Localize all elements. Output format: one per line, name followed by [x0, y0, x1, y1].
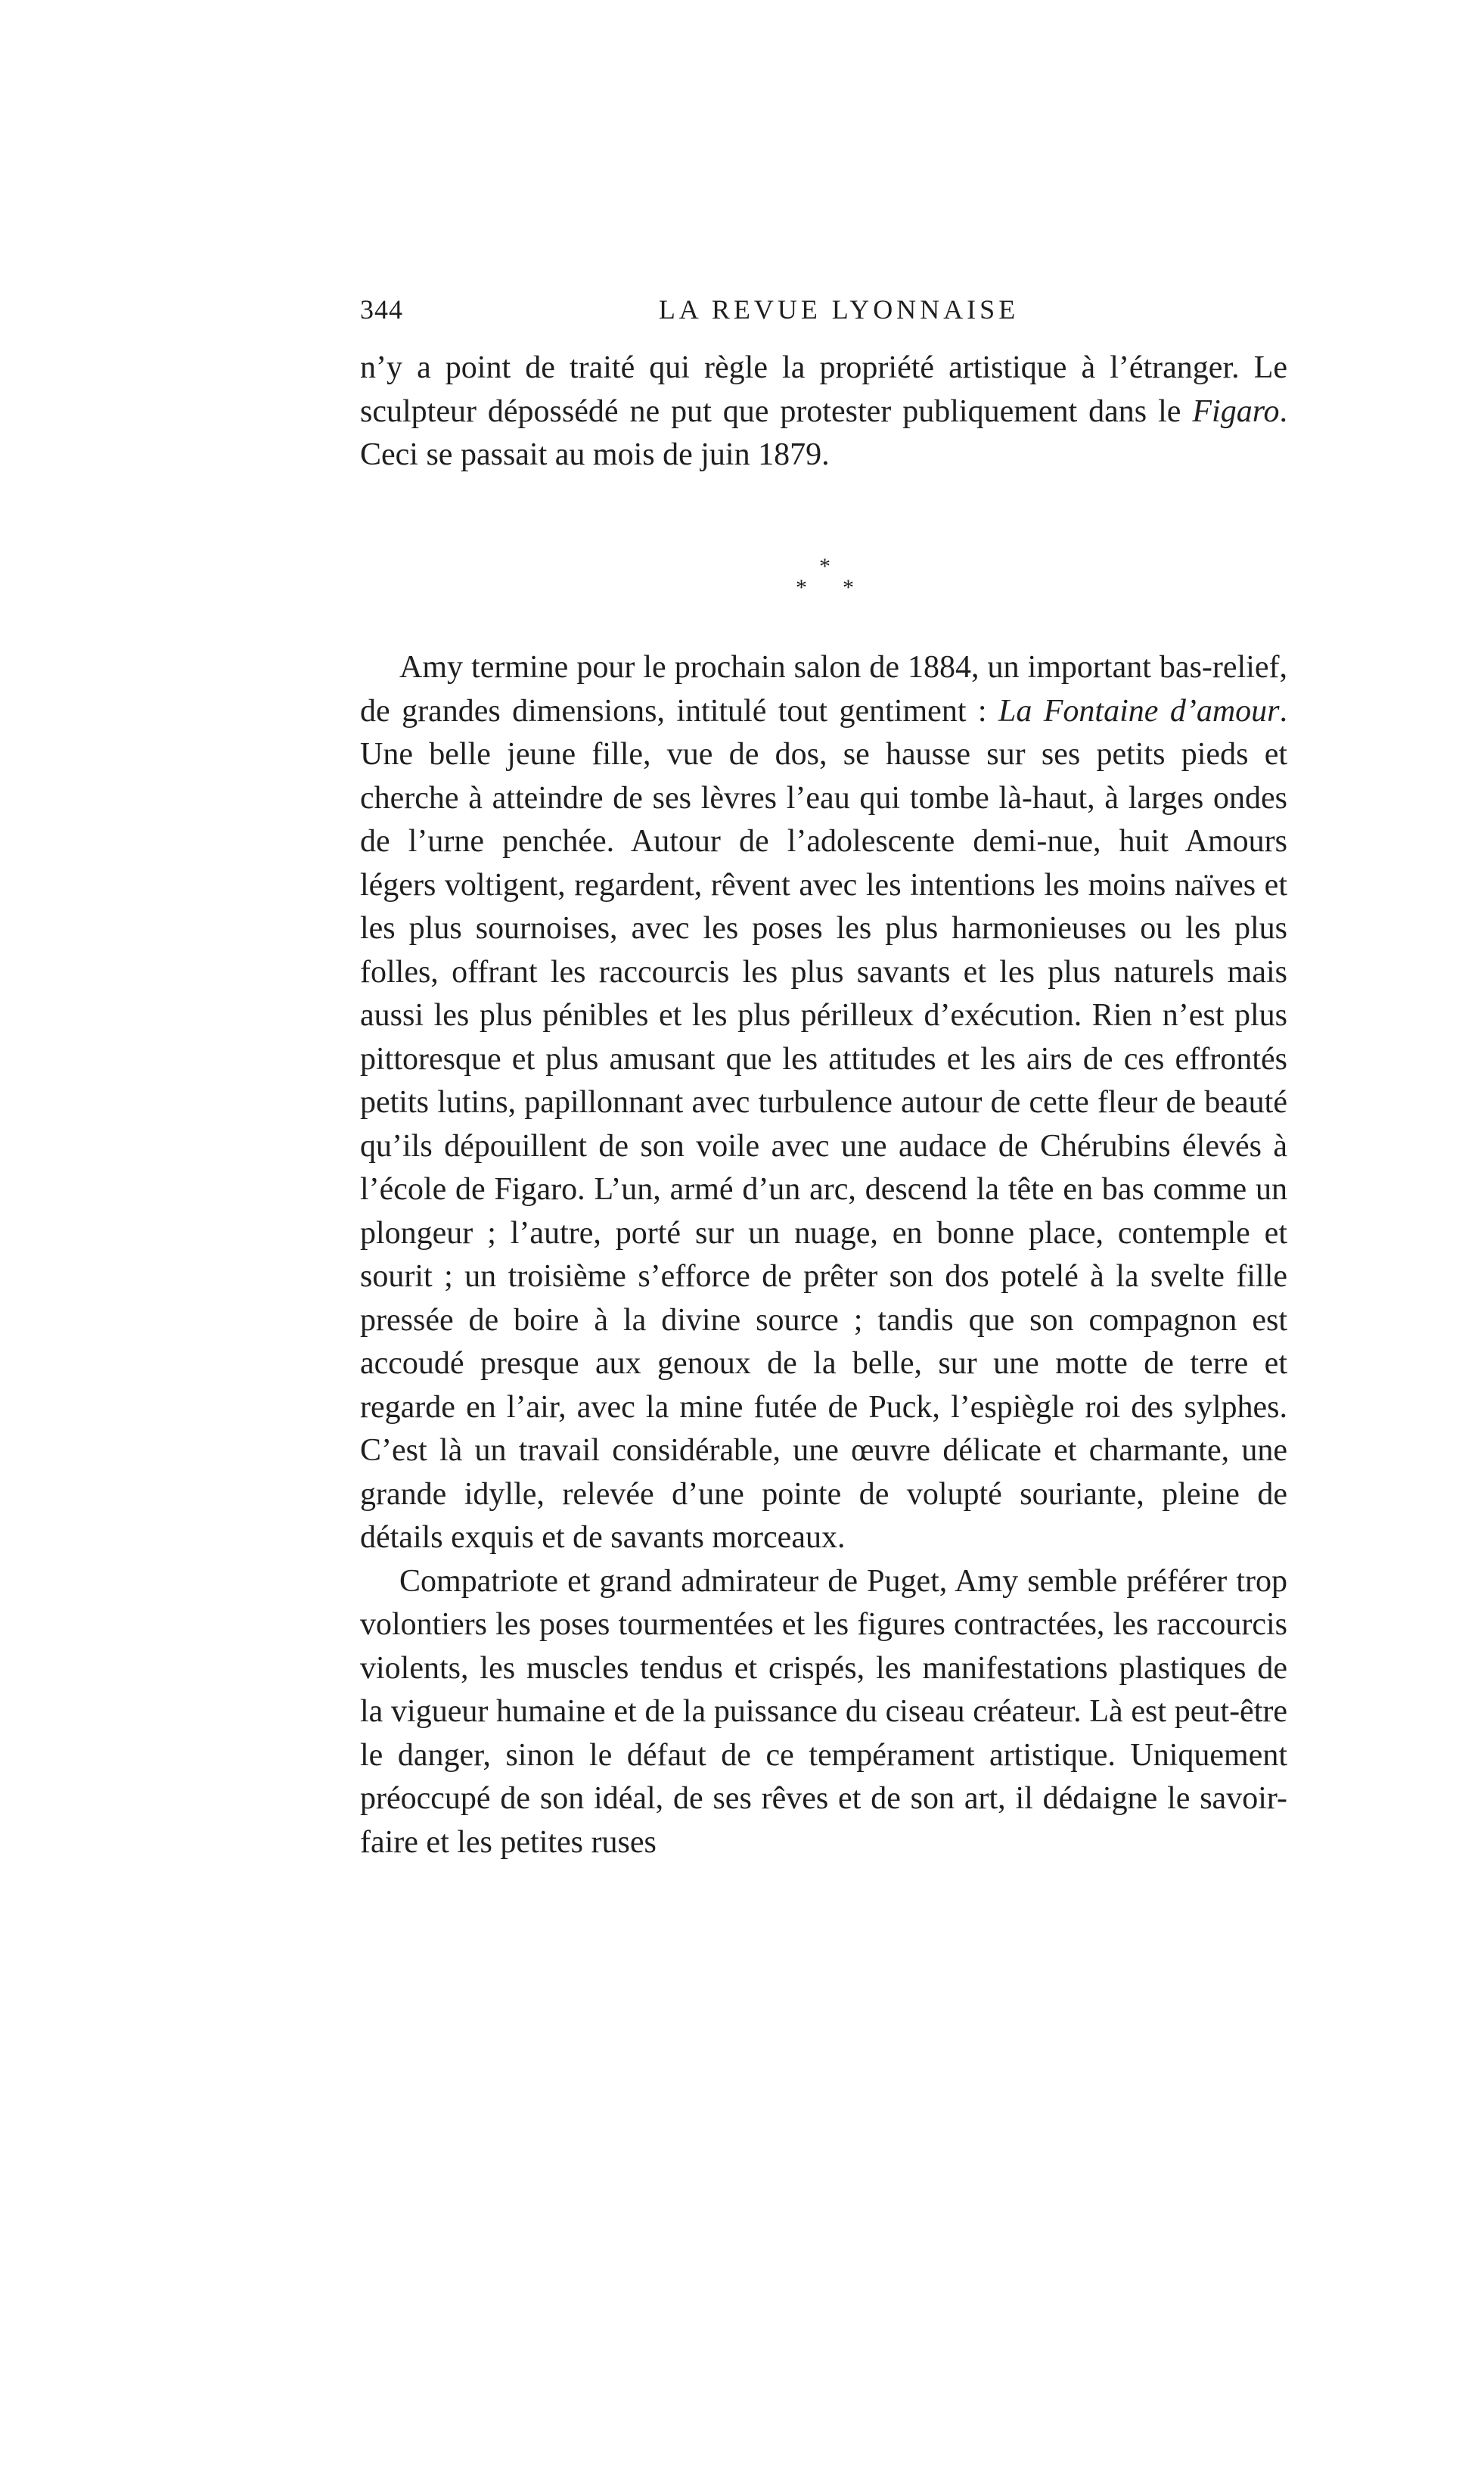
page-number: 344 — [360, 294, 403, 325]
artwork-title: La Fontaine d’amour — [998, 693, 1280, 729]
paragraph-fontaine-rest: . Une belle jeune fille, vue de dos, se hausse sur ses petits pieds et cherche à atteindre de ses lèvres l’eau qui tombe là-haut, à larges ondes de l’urne penchée. Autour de l’adolescente demi-nue, huit Amours légers voltigent, regardent, rêvent avec les intentions les moins naïves et les plus sournoises, avec les poses les plus harmonieuses ou les plus folles, offrant les raccourcis les plus savants et les plus naturels mais aussi les plus pénibles et les plus périlleux d’exécution. Rien n’est plus pittoresque et plus amusant que les attitudes et les airs de ces effrontés petits lutins, papillonnant avec turbulence autour de cette fleur de beauté qu’ils dépouillent de son voile avec une audace de Chérubins élevés à l’école de Figaro. L’un, armé d’un arc, descend la tête en bas comme un plongeur ; l’autre, porté sur un nuage, en bonne place, contemple et sourit ; un troisième s’efforce de prêter son dos potelé à la svelte fille pressée de boire à la divine source ; tandis que son compagnon est accoudé presque aux genoux de la belle, sur une motte de terre et regarde en l’air, avec la mine futée de Puck, l’espiègle roi des sylphes. C’est là un travail considérable, une œuvre délicate et charmante, une grande idylle, relevée d’une pointe de volupté souriante, pleine de détails exquis et de savants morceaux. — [360, 693, 1287, 1555]
main-text — [360, 646, 1287, 1864]
asterism-divider — [787, 555, 870, 608]
continuation-paragraph — [360, 347, 1287, 477]
figaro-title: Figaro — [1192, 393, 1280, 429]
asterisk-top: * — [819, 554, 830, 579]
paragraph-fontaine-start: Amy termine pour le prochain salon de 1884, un important bas-relief, de grandes dimensions, intitulé tout gentiment : — [360, 650, 1287, 729]
asterisk-left: * — [796, 575, 807, 600]
continuation-line-3-start: le — [1158, 393, 1193, 429]
continuation-line-3-end: . Ceci se passait au mois de juin 1879. — [360, 393, 1288, 472]
running-title: LA REVUE LYONNAISE — [658, 294, 1020, 325]
continuation-line-1: n’y a point de traité qui règle la propriété artistique à l’étranger. — [360, 350, 1240, 385]
asterisk-right: * — [843, 575, 854, 600]
page-header — [360, 294, 1287, 339]
paragraph-puget: Compatriote et grand admirateur de Puget, Amy semble préférer trop volontiers les poses tourmentées et les figures contractées, les raccourcis violents, les muscles tendus et crispés, les manifestations plastiques de la vigueur humaine et de la puissance du ciseau créateur. Là est peut-être le danger, sinon le défaut de ce tempérament artistique. Uniquement préoccupé de son idéal, de ses rêves et de son art, il dédaigne le savoir-faire et les petites ruses — [360, 1563, 1287, 1860]
continuation-line-2: Le sculpteur dépossédé ne put que protester publiquement dans — [360, 350, 1288, 429]
paragraph-fontaine — [360, 646, 1287, 1560]
